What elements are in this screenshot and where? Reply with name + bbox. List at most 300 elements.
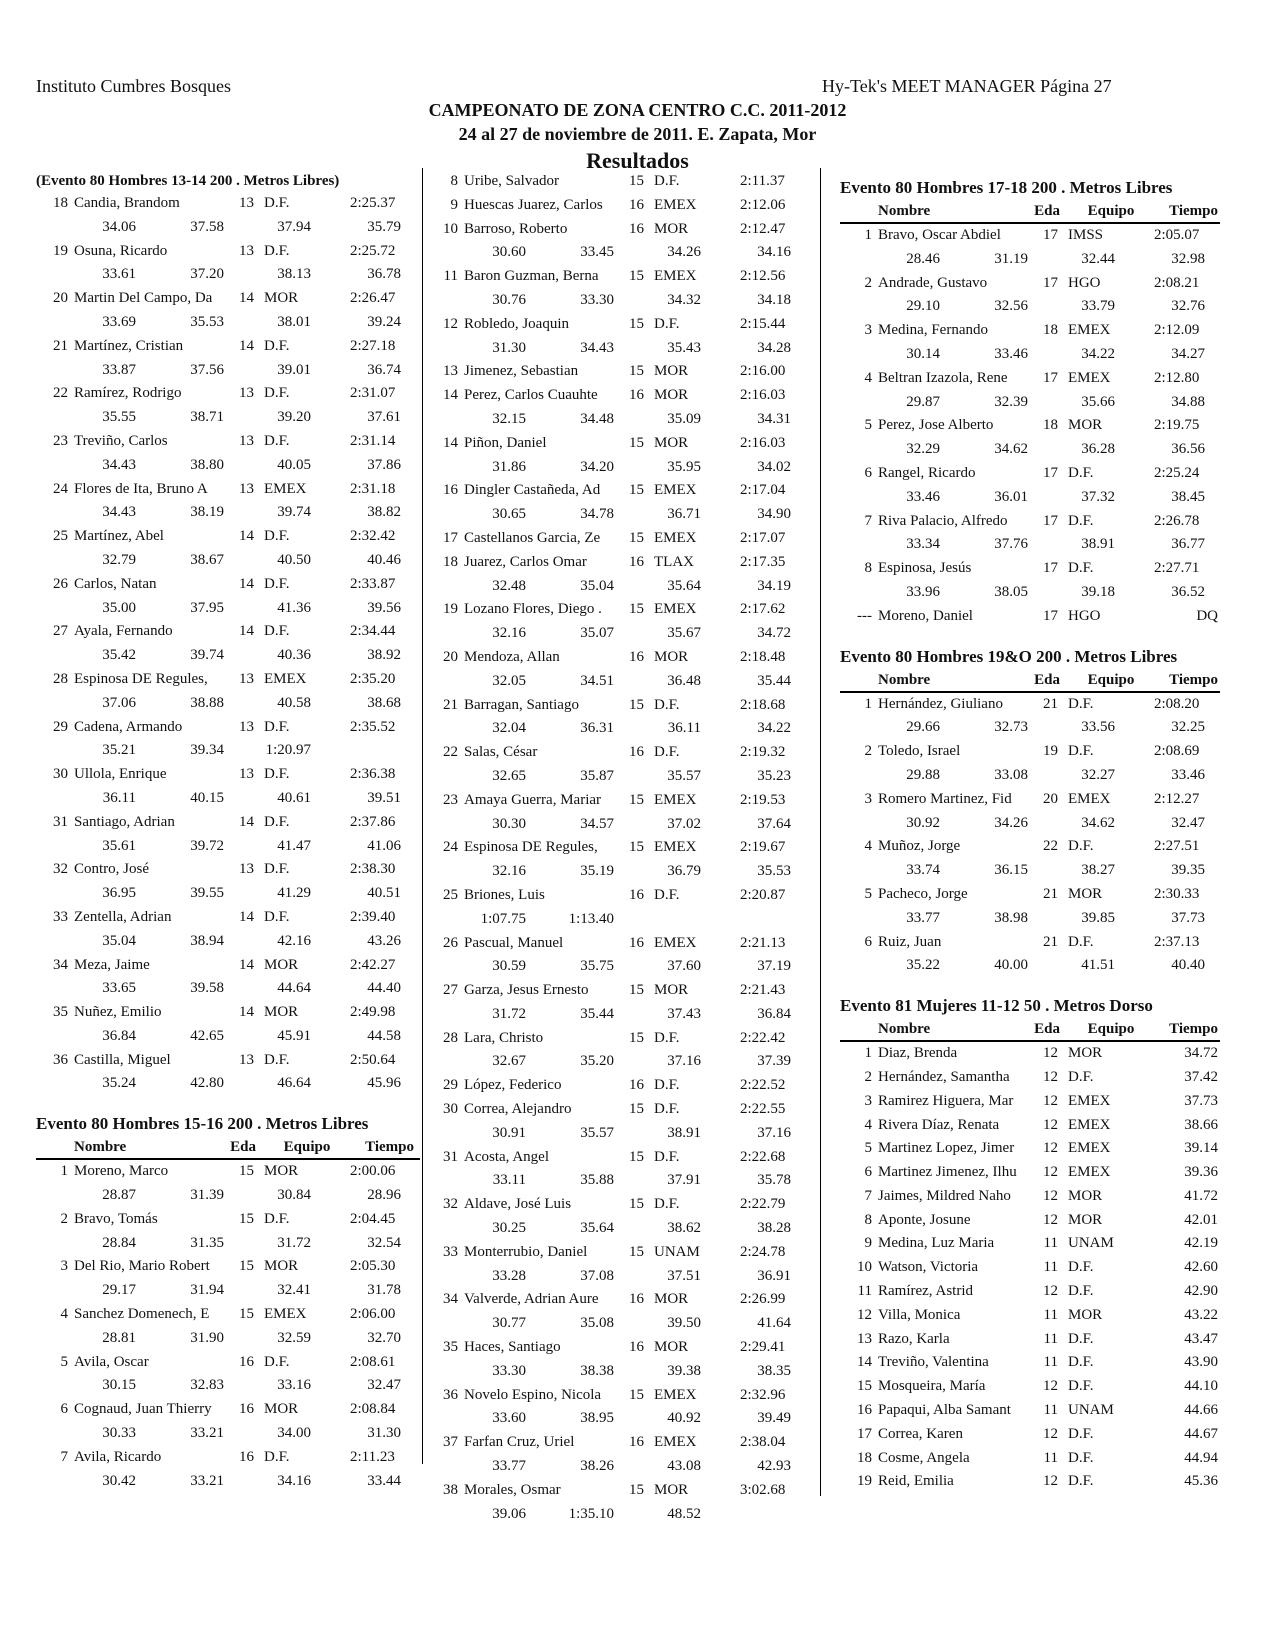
final-time: 2:19.75 [1154, 417, 1200, 434]
meet-dates-location: 24 al 27 de noviembre de 2011. E. Zapata, Mor [458, 124, 817, 144]
split-time: 38.80 [190, 456, 224, 473]
result-row [36, 192, 420, 216]
split-time: 31.39 [190, 1187, 224, 1204]
result-row [840, 1399, 1220, 1423]
result-place: 9 [450, 196, 458, 213]
swimmer-name: Santiago, Adrian [74, 813, 175, 830]
split-time: 41.64 [757, 1315, 791, 1332]
result-place: 7 [60, 1448, 68, 1465]
swimmer-age: 13 [239, 195, 254, 211]
result-row [426, 313, 806, 337]
result-place: 37 [443, 1434, 458, 1451]
swimmer-team: EMEX [654, 529, 697, 546]
final-time: 2:31.18 [350, 480, 396, 497]
swimmer-name: Treviño, Valentina [878, 1354, 989, 1371]
swimmer-age: 17 [1043, 227, 1058, 243]
swimmer-age: 12 [1043, 1378, 1058, 1395]
split-time: 30.25 [492, 1220, 526, 1237]
swimmer-name: Carlos, Natan [74, 575, 157, 592]
final-time: 2:00.06 [350, 1163, 396, 1180]
swimmer-team: D.F. [1068, 838, 1094, 855]
result-place: 8 [864, 560, 872, 577]
swimmer-team: MOR [654, 648, 689, 665]
result-row [426, 932, 806, 956]
swimmer-team: MOR [1068, 1211, 1103, 1228]
split-time: 33.34 [906, 536, 940, 553]
event-spacer [36, 1096, 420, 1112]
swimmer-team: D.F. [654, 173, 680, 189]
swimmer-age: 16 [629, 1077, 644, 1094]
column-header-time: Tiempo [1169, 203, 1218, 219]
result-place: 5 [864, 1140, 872, 1157]
split-time: 33.65 [102, 980, 136, 997]
result-place: 20 [443, 648, 458, 665]
split-time: 38.28 [757, 1220, 791, 1237]
result-place: 26 [443, 934, 458, 951]
split-time: 34.18 [757, 291, 791, 308]
column-header-name: Nombre [878, 1021, 931, 1038]
split-time: 39.38 [667, 1362, 701, 1379]
swimmer-age: 15 [629, 1386, 644, 1403]
split-time: 40.00 [994, 957, 1028, 974]
split-times-row [36, 1232, 420, 1256]
section-title: Resultados [586, 148, 689, 173]
swimmer-team: D.F. [264, 528, 290, 545]
split-times-row [840, 907, 1220, 931]
result-place: 12 [443, 315, 458, 332]
split-time [701, 1503, 791, 1527]
swimmer-age: 13 [239, 861, 254, 878]
final-time: 2:17.04 [740, 482, 786, 499]
swimmer-age: 16 [629, 1291, 644, 1308]
swimmer-team: EMEX [1068, 790, 1111, 807]
swimmer-name: Watson, Victoria [878, 1259, 979, 1276]
swimmer-name: Valverde, Adrian Aure [464, 1291, 599, 1308]
result-place: 30 [443, 1101, 458, 1118]
swimmer-age: 16 [629, 220, 644, 237]
split-time: 34.20 [580, 458, 614, 475]
swimmer-team: MOR [1068, 1045, 1103, 1062]
split-time: 34.26 [667, 244, 701, 261]
final-time: 2:37.13 [1154, 933, 1200, 950]
result-place: 30 [53, 766, 68, 783]
split-time: 44.64 [277, 980, 311, 997]
swimmer-name: Castellanos Garcia, Ze [464, 529, 601, 546]
split-time: 30.84 [277, 1187, 311, 1204]
split-time: 36.79 [667, 863, 701, 880]
split-times-row [426, 1455, 806, 1479]
swimmer-name: Barragan, Santiago [464, 696, 579, 713]
final-time: 2:36.38 [350, 766, 396, 783]
result-row [426, 265, 806, 289]
swimmer-team: D.F. [1068, 1354, 1094, 1371]
split-time: 34.43 [580, 339, 614, 356]
final-time: 2:08.69 [1154, 743, 1200, 760]
swimmer-team: MOR [1068, 885, 1103, 902]
final-time: 39.36 [1184, 1164, 1218, 1181]
final-time: 2:12.06 [740, 196, 786, 213]
result-place: 3 [864, 1092, 872, 1109]
result-row [36, 1351, 420, 1375]
final-time: 2:16.00 [740, 363, 786, 380]
final-time: 2:27.51 [1154, 838, 1200, 855]
result-row [426, 360, 806, 384]
swimmer-name: Monterrubio, Daniel [464, 1243, 588, 1260]
split-time: 37.76 [994, 536, 1028, 553]
column-header-name: Nombre [878, 671, 931, 688]
split-times-row [36, 644, 420, 668]
swimmer-name: Contro, José [74, 861, 149, 878]
split-time: 34.22 [1081, 345, 1115, 362]
swimmer-team: D.F. [1068, 1068, 1094, 1085]
meet-title: CAMPEONATO DE ZONA CENTRO C.C. 2011-2012 [428, 100, 847, 120]
split-time: 38.82 [367, 504, 401, 521]
result-row [840, 367, 1220, 391]
split-time: 39.56 [367, 599, 401, 616]
swimmer-team: EMEX [264, 670, 307, 687]
swimmer-team: D.F. [264, 195, 290, 211]
result-row [426, 384, 806, 408]
result-row [36, 525, 420, 549]
swimmer-team: D.F. [1068, 743, 1094, 760]
result-row [426, 884, 806, 908]
final-time: 2:19.53 [740, 791, 786, 808]
split-time: 39.49 [757, 1410, 791, 1427]
result-place: 21 [443, 696, 458, 713]
result-place: 33 [443, 1243, 458, 1260]
swimmer-age: 16 [629, 648, 644, 665]
split-time: 35.07 [580, 625, 614, 642]
split-time: 35.88 [580, 1172, 614, 1189]
swimmer-team: D.F. [1068, 464, 1094, 481]
swimmer-name: Muñoz, Jorge [878, 838, 961, 855]
swimmer-age: 14 [239, 623, 254, 640]
split-time: 40.40 [1171, 957, 1205, 974]
result-row [426, 1431, 806, 1455]
result-row [426, 646, 806, 670]
result-row [840, 1066, 1220, 1090]
swimmer-name: Medina, Luz Maria [878, 1235, 995, 1252]
split-time: 33.28 [492, 1267, 526, 1284]
swimmer-name: Farfan Cruz, Uriel [464, 1434, 575, 1451]
swimmer-team: D.F. [264, 1353, 290, 1370]
result-row [840, 272, 1220, 296]
result-place: 10 [857, 1259, 872, 1276]
swimmer-age: 17 [1043, 369, 1058, 386]
result-place: 1 [864, 227, 872, 243]
split-times-row [426, 908, 806, 932]
split-times-row [36, 930, 420, 954]
split-time: 36.01 [994, 488, 1028, 505]
result-place: 6 [864, 1164, 872, 1181]
swimmer-team: D.F. [654, 1148, 680, 1165]
swimmer-team: MOR [654, 982, 689, 999]
split-times-row [36, 454, 420, 478]
event-spacer [840, 978, 1220, 994]
split-time: 34.16 [757, 244, 791, 261]
swimmer-age: 12 [1043, 1116, 1058, 1133]
swimmer-team: EMEX [1068, 322, 1111, 339]
swimmer-team: EMEX [654, 791, 697, 808]
result-row [36, 763, 420, 787]
final-time: 2:39.40 [350, 908, 396, 925]
swimmer-age: 15 [629, 434, 644, 451]
result-place: 25 [443, 886, 458, 903]
swimmer-age: 16 [239, 1401, 254, 1418]
final-time: 42.90 [1184, 1283, 1218, 1300]
final-time: 2:05.30 [350, 1258, 396, 1275]
split-times-row [426, 1050, 806, 1074]
split-time: 33.11 [492, 1172, 526, 1189]
final-time: 2:29.41 [740, 1339, 786, 1356]
split-time: 33.74 [906, 862, 940, 879]
split-time: 32.44 [1081, 250, 1115, 267]
swimmer-team: EMEX [654, 601, 697, 618]
split-times-row [840, 954, 1220, 978]
swimmer-team: IMSS [1068, 227, 1104, 243]
split-time: 35.95 [667, 458, 701, 475]
swimmer-team: EMEX [654, 839, 697, 856]
split-time: 29.88 [906, 766, 940, 783]
swimmer-name: Cognaud, Juan Thierry [74, 1401, 212, 1418]
split-time: 35.44 [757, 672, 791, 689]
split-time: 34.62 [994, 441, 1028, 458]
result-row [840, 1185, 1220, 1209]
split-time: 43.26 [367, 932, 401, 949]
final-time: 41.72 [1184, 1187, 1218, 1204]
swimmer-team: EMEX [264, 480, 307, 497]
result-place: --- [857, 607, 872, 624]
result-row [840, 693, 1220, 717]
results-table-header [840, 669, 1220, 693]
swimmer-team: EMEX [654, 934, 697, 951]
swimmer-age: 13 [239, 432, 254, 449]
results-table-header [840, 1018, 1220, 1042]
final-time: 44.66 [1184, 1402, 1218, 1419]
column-divider-1 [422, 168, 423, 1464]
final-time: 2:19.67 [740, 839, 786, 856]
swimmer-team: EMEX [654, 482, 697, 499]
swimmer-team: EMEX [1068, 1092, 1111, 1109]
swimmer-team: EMEX [654, 1434, 697, 1451]
split-times-row [36, 882, 420, 906]
result-row [840, 605, 1220, 629]
swimmer-age: 14 [239, 337, 254, 354]
result-row [426, 479, 806, 503]
split-time: 30.15 [102, 1377, 136, 1394]
swimmer-name: Ruiz, Juan [878, 933, 942, 950]
split-time: 35.87 [580, 767, 614, 784]
split-time: 38.19 [190, 504, 224, 521]
split-time: 37.06 [102, 694, 136, 711]
swimmer-age: 13 [239, 480, 254, 497]
swimmer-name: Treviño, Carlos [74, 432, 168, 449]
swimmer-age: 14 [239, 575, 254, 592]
split-time: 40.46 [367, 551, 401, 568]
final-time: 2:08.84 [350, 1401, 396, 1418]
split-time: 37.95 [190, 599, 224, 616]
result-place: 35 [53, 1004, 68, 1021]
swimmer-age: 12 [1043, 1140, 1058, 1157]
final-time: 2:17.35 [740, 553, 786, 570]
final-time: 2:15.44 [740, 315, 786, 332]
split-time: 35.79 [367, 218, 401, 235]
result-place: 19 [443, 601, 458, 618]
result-place: 2 [864, 274, 872, 291]
swimmer-name: Hernández, Samantha [878, 1068, 1010, 1085]
event-title-continued: (Evento 80 Hombres 13-14 200 . Metros Libres) [36, 173, 340, 189]
result-place: 15 [857, 1378, 872, 1395]
final-time: 2:34.44 [350, 623, 396, 640]
split-time: 40.36 [277, 647, 311, 664]
result-place: 3 [864, 322, 872, 339]
split-time: 30.77 [492, 1315, 526, 1332]
result-place: 6 [60, 1401, 68, 1418]
swimmer-age: 12 [1043, 1187, 1058, 1204]
split-time: 39.34 [190, 742, 224, 759]
split-times-row [426, 503, 806, 527]
swimmer-name: Mendoza, Allan [464, 648, 560, 665]
swimmer-team: D.F. [1068, 560, 1094, 577]
result-place: 20 [53, 290, 68, 307]
split-time: 44.40 [367, 980, 401, 997]
split-time: 35.78 [757, 1172, 791, 1189]
split-time: 30.76 [492, 291, 526, 308]
result-place: 17 [857, 1425, 872, 1442]
swimmer-age: 13 [239, 670, 254, 687]
split-time: 1:13.40 [568, 910, 614, 927]
split-times-row [36, 1184, 420, 1208]
split-time: 37.08 [580, 1267, 614, 1284]
swimmer-team: D.F. [264, 766, 290, 783]
swimmer-team: D.F. [264, 337, 290, 354]
result-place: 25 [53, 528, 68, 545]
swimmer-team: MOR [264, 956, 299, 973]
result-row [36, 668, 420, 692]
final-time: 2:24.78 [740, 1243, 786, 1260]
result-place: 28 [53, 670, 68, 687]
split-time: 38.13 [277, 266, 311, 283]
split-time: 33.44 [367, 1472, 401, 1489]
results-column-3 [840, 176, 1220, 1494]
swimmer-team: D.F. [264, 385, 290, 402]
split-times-row [426, 1503, 806, 1527]
result-place: 35 [443, 1339, 458, 1356]
result-row [840, 319, 1220, 343]
swimmer-name: Perez, Jose Alberto [878, 417, 994, 434]
swimmer-age: 12 [1043, 1473, 1058, 1490]
final-time: 42.60 [1184, 1259, 1218, 1276]
swimmer-name: Del Rio, Mario Robert [74, 1258, 210, 1275]
split-time: 36.78 [367, 266, 401, 283]
result-row [840, 1137, 1220, 1161]
swimmer-name: Cadena, Armando [74, 718, 183, 735]
swimmer-name: Medina, Fernando [878, 322, 988, 339]
split-times-row [36, 835, 420, 859]
result-place: 26 [53, 575, 68, 592]
result-place: 14 [443, 387, 458, 404]
split-times-row [426, 670, 806, 694]
split-time: 32.73 [994, 719, 1028, 736]
split-time: 32.54 [367, 1234, 401, 1251]
swimmer-name: Candia, Brandom [74, 195, 180, 211]
split-time: 38.68 [367, 694, 401, 711]
final-time: 2:49.98 [350, 1004, 396, 1021]
split-time: 36.52 [1171, 583, 1205, 600]
split-time: 39.74 [277, 504, 311, 521]
final-time: 2:25.37 [350, 195, 396, 211]
result-place: 24 [53, 480, 68, 497]
split-time: 30.30 [492, 815, 526, 832]
swimmer-age: 11 [1043, 1235, 1058, 1252]
split-time: 34.78 [580, 506, 614, 523]
result-place: 5 [864, 885, 872, 902]
swimmer-team: EMEX [264, 1306, 307, 1323]
result-place: 2 [60, 1210, 68, 1227]
swimmer-name: Moreno, Marco [74, 1163, 169, 1180]
split-time: 35.22 [906, 957, 940, 974]
swimmer-name: Robledo, Joaquin [464, 315, 569, 332]
split-time: 37.20 [190, 266, 224, 283]
split-time: 42.65 [190, 1027, 224, 1044]
result-place: 1 [60, 1163, 68, 1180]
result-row [36, 716, 420, 740]
split-times-row [36, 1422, 420, 1446]
result-row [426, 1336, 806, 1360]
result-row [840, 1256, 1220, 1280]
swimmer-name: Meza, Jaime [74, 956, 150, 973]
final-time: 39.14 [1184, 1140, 1218, 1157]
swimmer-name: Aponte, Josune [878, 1211, 971, 1228]
result-row [426, 1027, 806, 1051]
split-time: 41.36 [277, 599, 311, 616]
split-times-row [36, 549, 420, 573]
result-row [840, 1375, 1220, 1399]
split-times-row [426, 955, 806, 979]
final-time: 44.94 [1184, 1449, 1218, 1466]
result-place: 7 [864, 1187, 872, 1204]
split-time: 30.65 [492, 506, 526, 523]
result-place: 4 [864, 838, 872, 855]
split-time: 38.88 [190, 694, 224, 711]
split-time: 36.15 [994, 862, 1028, 879]
final-time: 2:05.07 [1154, 227, 1200, 243]
result-place: 34 [53, 956, 68, 973]
swimmer-name: Ullola, Enrique [74, 766, 167, 783]
swimmer-team: MOR [264, 290, 299, 307]
column-divider-2 [820, 168, 821, 1496]
results-column-1 [36, 170, 420, 1493]
split-time: 33.60 [492, 1410, 526, 1427]
split-time: 35.75 [580, 958, 614, 975]
swimmer-age: 15 [629, 601, 644, 618]
result-row [840, 1304, 1220, 1328]
split-times-row [36, 1072, 420, 1096]
split-times-row [426, 717, 806, 741]
swimmer-team: EMEX [654, 1386, 697, 1403]
split-time: 32.39 [994, 393, 1028, 410]
swimmer-age: 12 [1043, 1283, 1058, 1300]
swimmer-name: Espinosa, Jesús [878, 560, 972, 577]
swimmer-age: 15 [629, 1148, 644, 1165]
swimmer-team: D.F. [264, 623, 290, 640]
split-time: 32.76 [1171, 298, 1205, 315]
swimmer-team: D.F. [1068, 933, 1094, 950]
swimmer-team: TLAX [654, 553, 694, 570]
swimmer-team: MOR [654, 1339, 689, 1356]
result-place: 8 [864, 1211, 872, 1228]
split-time: 30.14 [906, 345, 940, 362]
